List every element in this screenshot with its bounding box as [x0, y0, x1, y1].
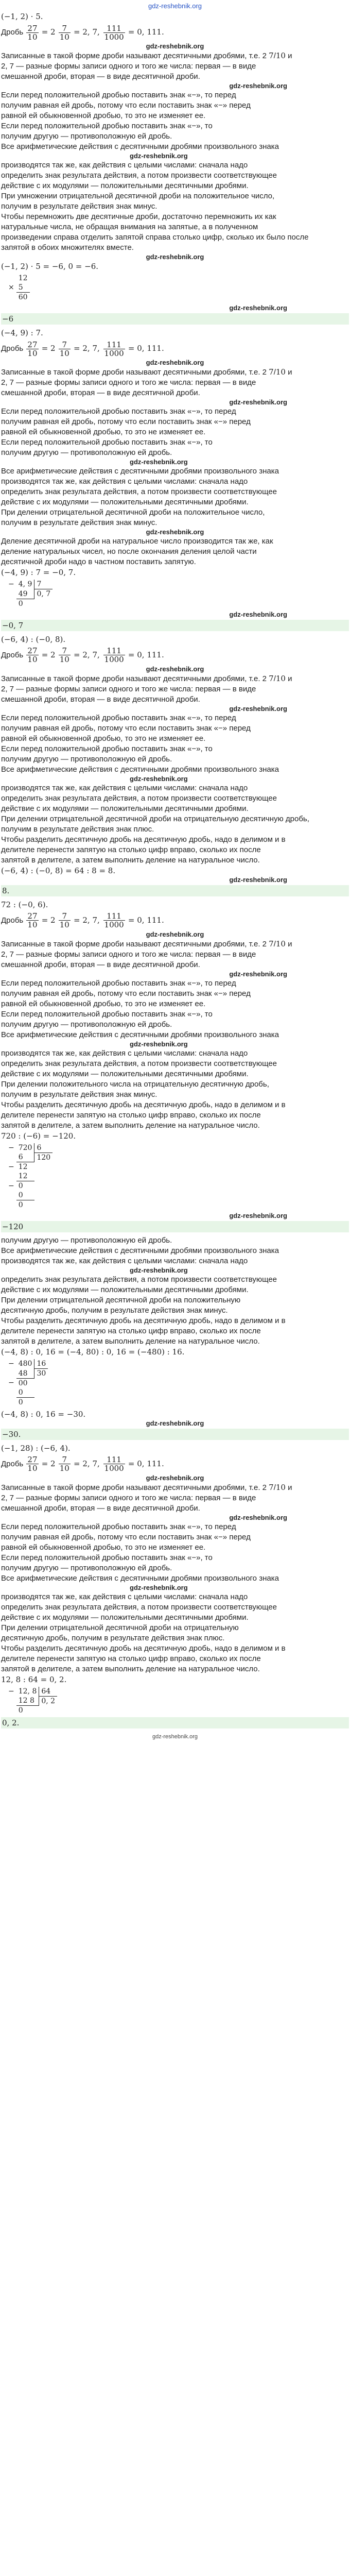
rule-line: При делении отрицательной десятичной дроби на положительное число,: [1, 508, 265, 517]
calc-cell: 30: [34, 1369, 48, 1379]
text-line: действие с их модулями — положительными десятичными дробями.: [1, 1613, 249, 1622]
text-line: равной ей обыкновенной дробью, то это не изменяет ее.: [1, 111, 206, 120]
rule-line: делителе перенести запятую на столько цифр вправо, сколько их после: [1, 1110, 261, 1120]
text-line: определить знак результата действия, а потом произвести соответствующее: [1, 1059, 277, 1068]
text-line: 2, 7 — разные формы записи одного и того же числа: первая — в виде: [1, 684, 256, 693]
calc-cell: 0: [18, 1201, 23, 1209]
rule-line: При делении отрицательной десятичной дроби на отрицательную десятичную дробь,: [1, 814, 309, 823]
text-line: Все арифметические действия с десятичными дробями произвольного знака: [1, 467, 279, 476]
calc-cell: 48: [16, 1369, 34, 1379]
calc-line: (−1, 2) · 5 = −6, 0 = −6.: [1, 262, 99, 271]
calc-cell: 0: [18, 1398, 23, 1406]
answer-bar: 0, 2.: [1, 1717, 349, 1728]
calc-line: (−4, 9) : 7 = −0, 7.: [1, 568, 76, 577]
rule-line: получим в результате действия знак минус.: [1, 1090, 157, 1099]
calc-cell: 49: [16, 589, 34, 599]
text-line: Если перед положительной дробью поставить знак «−», то: [1, 438, 213, 447]
text-line: производятся так же, как действия с целыми числами: сначала надо: [1, 1257, 248, 1265]
watermark: gdz-reshebnik.org: [130, 1040, 188, 1048]
answer-bar: −120: [1, 1221, 349, 1232]
rule-line: Чтобы разделить десятичную дробь на десятичную дробь, надо в делимом и в: [1, 1643, 286, 1653]
rule-line: деление натуральных чисел, но после окончания деления целой части: [1, 547, 257, 556]
text-line: Записанные в такой форме дроби называют десятичными дробями, т.е. 2 7/10 и: [1, 367, 292, 377]
rule-line: десятичной дроби надо в частном поставить запятую.: [1, 557, 196, 566]
text-line: определить знак результата действия, а потом произвести соответствующее: [1, 793, 277, 803]
calc-cell: 0: [18, 1706, 23, 1715]
text-line: Все арифметические действия с десятичными дробями произвольного знака: [1, 142, 279, 151]
calc-line: (−4, 8) : 0, 16 = −30.: [1, 1409, 86, 1419]
text-line: действие с их модулями — положительными десятичными дробями.: [1, 1069, 249, 1078]
calc-cell: 12, 8: [18, 1687, 37, 1696]
calc-line: 12, 8 : 64 = 0, 2.: [1, 1674, 67, 1684]
calc-cell: 7: [34, 580, 52, 589]
section-6: [1, 1443, 349, 1742]
calc-cell: 12 8: [16, 1696, 39, 1706]
rule-line: При делении отрицательной десятичной дроби на отрицательную: [1, 1623, 239, 1632]
text-line: равной ей обыкновенной дробью, то это не изменяет ее.: [1, 734, 206, 743]
answer-bar: −6: [1, 313, 349, 325]
text-line: получим равная ей дробь, потому что если поставить знак «−» перед: [1, 723, 251, 733]
watermark: gdz-reshebnik.org: [229, 704, 287, 713]
text-line: определить знак результата действия, а потом произвести соответствующее: [1, 487, 277, 496]
text-line: 2, 7 — разные формы записи одного и того же числа: первая — в виде: [1, 950, 256, 959]
text-line: 2, 7 — разные формы записи одного и того же числа: первая — в виде: [1, 1493, 256, 1502]
long-division: − 480 16 48 30 − 00 0 0: [6, 1359, 349, 1407]
text-line: смешанной дроби, вторая — в виде десятичной дроби.: [1, 694, 200, 704]
section-title: (−1, 28) : (−6, 4).: [1, 1443, 71, 1453]
text-line: Записанные в такой форме дроби называют десятичными дробями, т.е. 2 7/10 и: [1, 673, 292, 683]
text-line: равной ей обыкновенной дробью, то это не изменяет ее.: [1, 428, 206, 436]
rule-line: десятичную дробь, получим в результате действия знак плюс.: [1, 1633, 225, 1642]
text-line: получим другую — противоположную ей дробь.: [1, 132, 172, 141]
section-5: [1, 1235, 349, 1440]
text-line: производятся так же, как действия с целыми числами: сначала надо: [1, 783, 248, 792]
text-line: смешанной дроби, вторая — в виде десятичной дроби.: [1, 72, 200, 81]
watermark: gdz-reshebnik.org: [229, 610, 287, 618]
text-line: получим равная ей дробь, потому что если поставить знак «−» перед: [1, 101, 251, 110]
text-line: Все арифметические действия с десятичными дробями произвольного знака: [1, 1573, 279, 1583]
watermark: gdz-reshebnik.org: [130, 152, 188, 160]
calc-cell: 0, 2: [39, 1696, 57, 1706]
text-line: получим другую — противоположную ей дробь.: [1, 1236, 172, 1245]
watermark: gdz-reshebnik.org: [130, 1583, 188, 1591]
text-line: Записанные в такой форме дроби называют десятичными дробями, т.е. 2 7/10 и: [1, 939, 292, 948]
text-line: определить знак результата действия, а потом произвести соответствующее: [1, 1602, 277, 1612]
fraction: $\frac{111}{1000}$: [104, 23, 124, 42]
text-line: действие с их модулями — положительными десятичными дробями.: [1, 181, 249, 190]
text-line: смешанной дроби, вторая — в виде десятичной дроби.: [1, 388, 200, 397]
rule-line: запятой в делителе, а затем выполнить деление на натуральное число.: [1, 1337, 260, 1346]
watermark: gdz-reshebnik.org: [229, 398, 287, 406]
text-line: производятся так же, как действия с целыми числами: сначала надо: [1, 477, 248, 486]
drob-equation: Дробь $\frac{27}{10}$ = 2 $\frac{7}{10}$ = 2, 7, $\frac{111}{1000}$ = 0, 111.: [1, 911, 164, 930]
text-line: получим другую — противоположную ей дробь.: [1, 448, 172, 457]
calc-cell: 480: [18, 1360, 32, 1368]
text-line: Если перед положительной дробью поставить знак «−», то: [1, 1553, 213, 1562]
text-line: Если перед положительной дробью поставить знак «−», то: [1, 744, 213, 753]
header-link[interactable]: gdz-reshebnik.org: [148, 2, 202, 10]
watermark: gdz-reshebnik.org: [229, 1513, 287, 1521]
rule-line: получим в результате действия знак минус.: [1, 518, 157, 527]
rule-line: делителе перенести запятую на столько цифр вправо, сколько их после: [1, 1654, 261, 1663]
watermark: gdz-reshebnik.org: [229, 875, 287, 884]
text-line: 2, 7 — разные формы записи одного и того же числа: первая — в виде: [1, 62, 256, 71]
watermark: gdz-reshebnik.org: [229, 304, 287, 312]
watermark: gdz-reshebnik.org: [146, 528, 204, 536]
text-line: получим другую — противоположную ей дробь.: [1, 754, 172, 764]
text-line: производятся так же, как действия с целыми числами: сначала надо: [1, 161, 248, 170]
rule-line: делителе перенести запятую на столько цифр вправо, сколько их после: [1, 1327, 261, 1335]
section-title: 72 : (−0, 6).: [1, 900, 48, 909]
calc-cell: 6: [16, 1153, 34, 1162]
watermark: gdz-reshebnik.org: [130, 458, 188, 466]
text-line: определить знак результата действия, а потом произвести соответствующее: [1, 171, 277, 180]
calc-cell: 64: [39, 1687, 57, 1697]
drob-equation: Дробь $\frac{27}{10}$ = 2 $\frac{7}{10}$ = 2, 7, $\frac{111}{1000}$ = 0, 111.: [1, 646, 164, 665]
text-line: Если перед положительной дробью поставить знак «−», то перед: [1, 1522, 236, 1531]
section-title: (−4, 9) : 7.: [1, 328, 43, 337]
rule-line: Деление десятичной дроби на натуральное число производится так же, как: [1, 537, 273, 546]
calc-cell: 5: [16, 283, 30, 293]
watermark: gdz-reshebnik.org: [146, 42, 204, 50]
rule-line: При делении отрицательной десятичной дроби на положительную: [1, 1296, 241, 1304]
fraction: $\frac{27}{10}$: [27, 23, 38, 42]
section-title: (−6, 4) : (−0, 8).: [1, 634, 66, 644]
text-line: Записанные в такой форме дроби называют десятичными дробями, т.е. 2 7/10 и: [1, 1482, 292, 1492]
drob-equation: Дробь $\frac{27}{10}$ = 2 $\frac{7}{10}$ = 2, 7, $\frac{111}{1000}$ = 0, 111.: [1, 23, 164, 42]
calc-cell: 0: [18, 1182, 23, 1190]
long-division: − 4, 9 7 49 0, 7 0: [6, 580, 349, 608]
text-line: получим равная ей дробь, потому что если поставить знак «−» перед: [1, 1532, 251, 1541]
text-line: Все арифметические действия с десятичными дробями произвольного знака: [1, 1246, 279, 1255]
text-line: равной ей обыкновенной дробью, то это не изменяет ее.: [1, 999, 206, 1008]
rule-line: запятой в делителе, а затем выполнить деление на натуральное число.: [1, 1121, 260, 1130]
text-line: получим другую — противоположную ей дробь.: [1, 1563, 172, 1572]
column-multiplication: 12 × 5 60: [6, 274, 349, 302]
calc-cell: 12: [18, 1163, 28, 1171]
text-line: действие с их модулями — положительными десятичными дробями.: [1, 498, 249, 506]
fraction: $\frac{7}{10}$: [59, 23, 69, 42]
section-title: (−1, 2) · 5.: [1, 12, 43, 21]
watermark: gdz-reshebnik.org: [146, 253, 204, 261]
answer-bar: −0, 7: [1, 620, 349, 631]
rule-line: запятой в обоих множителях вместе.: [1, 243, 134, 252]
watermark: gdz-reshebnik.org: [130, 774, 188, 783]
text-line: равной ей обыкновенной дробью, то это не изменяет ее.: [1, 1543, 206, 1552]
footer-watermark: gdz-reshebnik.org: [152, 1734, 198, 1740]
section-1: [1, 11, 349, 325]
watermark: gdz-reshebnik.org: [146, 1419, 204, 1427]
calc-cell: 00: [18, 1379, 28, 1387]
text-line: Если перед положительной дробью поставить знак «−», то перед: [1, 713, 236, 722]
rule-line: Чтобы перемножить две десятичные дроби, достаточно перемножить их как: [1, 212, 276, 221]
rule-line: При умножении отрицательной десятичной дроби на положительное число,: [1, 192, 275, 200]
rule-line: Чтобы разделить десятичную дробь на десятичную дробь, надо в делимом и в: [1, 1316, 286, 1325]
watermark: gdz-reshebnik.org: [130, 1266, 188, 1274]
text-line: Если перед положительной дробью поставить знак «−», то: [1, 122, 213, 130]
calc-cell: 60: [18, 293, 28, 301]
section-4: [1, 900, 349, 1233]
watermark: gdz-reshebnik.org: [229, 970, 287, 978]
text-line: получим другую — противоположную ей дробь.: [1, 1020, 172, 1029]
text-line: Если перед положительной дробью поставить знак «−», то: [1, 1009, 213, 1019]
calc-cell: 12: [18, 274, 28, 282]
text-line: действие с их модулями — положительными десятичными дробями.: [1, 1285, 249, 1294]
section-2: [1, 328, 349, 631]
rule-line: произведении справа отделить запятой справа столько цифр, сколько их было после: [1, 233, 309, 242]
rule-line: натуральные числа, не обращая внимания на запятые, а в полученном: [1, 223, 258, 231]
rule-line: При делении положительного числа на отрицательную десятичную дробь,: [1, 1079, 269, 1089]
calc-cell: 720: [18, 1143, 32, 1152]
drob-equation: Дробь $\frac{27}{10}$ = 2 $\frac{7}{10}$ = 2, 7, $\frac{111}{1000}$ = 0, 111.: [1, 1455, 164, 1473]
calc-line: 720 : (−6) = −120.: [1, 1131, 76, 1141]
calc-cell: 0, 7: [34, 589, 52, 599]
text-line: определить знак результата действия, а потом произвести соответствующее: [1, 1275, 277, 1284]
rule-line: получим в результате действия знак плюс.: [1, 824, 154, 834]
long-division: − 12, 8 64 12 8 0, 2 0: [6, 1687, 349, 1716]
rule-line: Чтобы разделить десятичную дробь на десятичную дробь, надо в делимом и в: [1, 1100, 286, 1109]
answer-bar: 8.: [1, 885, 349, 896]
calc-line: (−4, 8) : 0, 16 = (−4, 80) : 0, 16 = (−480) : 16.: [1, 1347, 185, 1357]
rule-line: Чтобы разделить десятичную дробь на десятичную дробь, надо в делимом и в: [1, 835, 286, 844]
calc-cell: 12: [16, 1172, 34, 1181]
rule-line: делителе перенести запятую на столько цифр вправо, сколько их после: [1, 845, 261, 854]
drob-equation: Дробь $\frac{27}{10}$ = 2 $\frac{7}{10}$ = 2, 7, $\frac{111}{1000}$ = 0, 111.: [1, 340, 164, 358]
text-line: производятся так же, как действия с целыми числами: сначала надо: [1, 1592, 248, 1601]
section-3: [1, 634, 349, 896]
drob-word: Дробь: [1, 28, 24, 37]
text-line: Записанные в такой форме дроби называют десятичными дробями, т.е. 2 7/10 и: [1, 51, 292, 60]
calc-line: (−6, 4) : (−0, 8) = 64 : 8 = 8.: [1, 866, 116, 875]
calc-cell: 120: [34, 1153, 52, 1162]
text-line: производятся так же, как действия с целыми числами: сначала надо: [1, 1048, 248, 1058]
watermark: gdz-reshebnik.org: [229, 82, 287, 90]
text-line: получим равная ей дробь, потому что если поставить знак «−» перед: [1, 417, 251, 426]
watermark: gdz-reshebnik.org: [229, 1212, 287, 1219]
text-line: Все арифметические действия с десятичными дробями произвольного знака: [1, 765, 279, 774]
rule-line: десятичную дробь, получим в результате действия знак минус.: [1, 1306, 228, 1315]
calc-cell: 0: [18, 599, 23, 608]
text-line: 2, 7 — разные формы записи одного и того же числа: первая — в виде: [1, 378, 256, 387]
text-line: получим равная ей дробь, потому что если поставить знак «−» перед: [1, 989, 251, 998]
text-line: Если перед положительной дробью поставить знак «−», то перед: [1, 407, 236, 416]
calc-cell: 0: [16, 1388, 34, 1398]
watermark: gdz-reshebnik.org: [146, 930, 204, 938]
rule-line: запятой в делителе, а затем выполнить деление на натуральное число.: [1, 855, 260, 865]
text-line: Если перед положительной дробью поставить знак «−», то перед: [1, 91, 236, 99]
answer-bar: −30.: [1, 1429, 349, 1440]
text-line: Если перед положительной дробью поставить знак «−», то перед: [1, 978, 236, 988]
calc-cell: 16: [34, 1359, 48, 1369]
long-division: − 720 6 6 120 − 12 12 − 0 0 0: [6, 1143, 349, 1210]
rule-line: получим в результате действия знак минус.: [1, 202, 157, 211]
text-line: смешанной дроби, вторая — в виде десятичной дроби.: [1, 960, 200, 969]
calc-cell: 0: [16, 1191, 34, 1200]
rule-line: запятой в делителе, а затем выполнить деление на натуральное число.: [1, 1664, 260, 1673]
text-line: Все арифметические действия с десятичными дробями произвольного знака: [1, 1030, 279, 1039]
text-line: смешанной дроби, вторая — в виде десятичной дроби.: [1, 1503, 200, 1513]
watermark: gdz-reshebnik.org: [146, 665, 204, 673]
watermark: gdz-reshebnik.org: [146, 359, 204, 366]
text-line: действие с их модулями — положительными десятичными дробями.: [1, 804, 249, 813]
calc-cell: 6: [34, 1143, 52, 1153]
watermark: gdz-reshebnik.org: [146, 1473, 204, 1482]
calc-cell: 4, 9: [18, 580, 32, 588]
